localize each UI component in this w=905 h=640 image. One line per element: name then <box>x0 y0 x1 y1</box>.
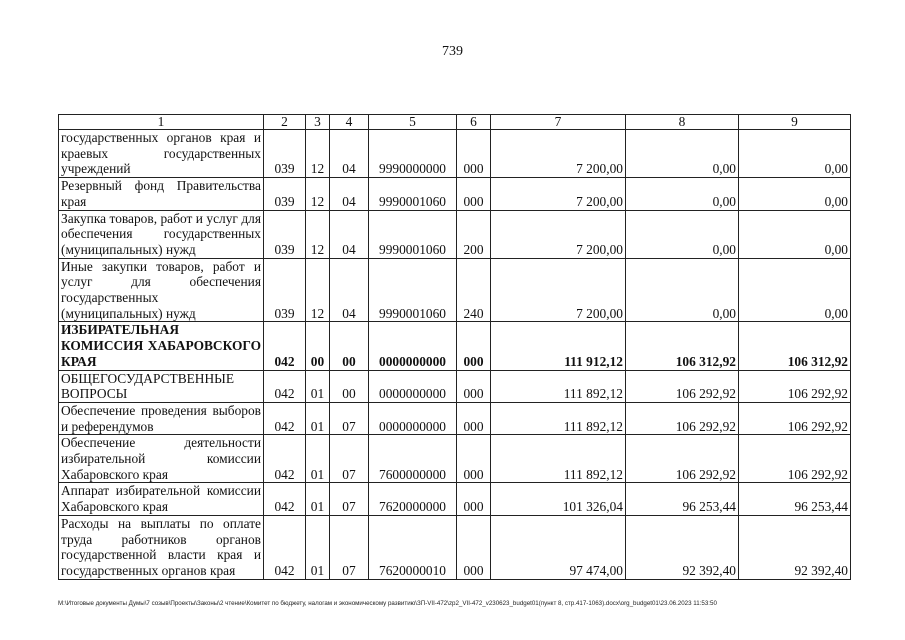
section-cell: 12 <box>306 130 330 178</box>
table-row <box>59 370 851 402</box>
amount-col7-cell: 7 200,00 <box>491 178 626 210</box>
amount-col9-cell: 92 392,40 <box>739 515 851 579</box>
amount-col7-cell: 7 200,00 <box>491 258 626 322</box>
expense-type-cell: 200 <box>457 210 491 258</box>
amount-col9-cell: 106 312,92 <box>739 322 851 370</box>
footer-file-path: M:\Итоговые документы Думы\7 созыв\Проекты\Законы\2 чтение\Комитет по бюджету, налогам и экономическому развитию\ЗП-VII-472\zp2_VII-472_v230623_budget01(пункт 8, стр.417-1063).docx\org_budget01\23.06.2023 11:53:50 <box>58 600 717 607</box>
table-row <box>59 130 851 178</box>
column-header-6: 6 <box>457 115 491 130</box>
target-article-cell: 0000000000 <box>369 322 457 370</box>
admin-code-cell: 042 <box>264 370 306 402</box>
admin-code-cell: 039 <box>264 178 306 210</box>
column-header-2: 2 <box>264 115 306 130</box>
table-row <box>59 402 851 434</box>
amount-col9-cell: 0,00 <box>739 178 851 210</box>
column-header-8: 8 <box>626 115 739 130</box>
amount-col7-cell: 111 892,12 <box>491 435 626 483</box>
target-article-cell: 7620000010 <box>369 515 457 579</box>
table-row <box>59 258 851 322</box>
subsection-cell: 07 <box>330 402 369 434</box>
name-cell: Расходы на выплаты по оплате труда работников органов государственной власти края и государственных органов края <box>59 515 264 579</box>
column-header-5: 5 <box>369 115 457 130</box>
expense-type-cell: 000 <box>457 483 491 515</box>
name-cell: Аппарат избирательной комиссии Хабаровского края <box>59 483 264 515</box>
name-cell: Резервный фонд Правительства края <box>59 178 264 210</box>
section-cell: 01 <box>306 483 330 515</box>
table-body <box>59 130 851 580</box>
subsection-cell: 04 <box>330 178 369 210</box>
section-cell: 01 <box>306 370 330 402</box>
target-article-cell: 9990001060 <box>369 210 457 258</box>
amount-col9-cell: 96 253,44 <box>739 483 851 515</box>
expense-type-cell: 240 <box>457 258 491 322</box>
subsection-cell: 00 <box>330 370 369 402</box>
table-row <box>59 322 851 370</box>
table-row <box>59 178 851 210</box>
section-cell: 12 <box>306 258 330 322</box>
name-cell: ОБЩЕГОСУДАРСТВЕННЫЕ ВОПРОСЫ <box>59 370 264 402</box>
amount-col7-cell: 111 892,12 <box>491 402 626 434</box>
expense-type-cell: 000 <box>457 370 491 402</box>
subsection-cell: 07 <box>330 515 369 579</box>
expense-type-cell: 000 <box>457 402 491 434</box>
amount-col9-cell: 0,00 <box>739 130 851 178</box>
subsection-cell: 04 <box>330 258 369 322</box>
target-article-cell: 7620000000 <box>369 483 457 515</box>
page-number: 739 <box>442 44 463 59</box>
table-row <box>59 435 851 483</box>
target-article-cell: 7600000000 <box>369 435 457 483</box>
target-article-cell: 9990001060 <box>369 258 457 322</box>
amount-col7-cell: 111 912,12 <box>491 322 626 370</box>
expense-type-cell: 000 <box>457 515 491 579</box>
amount-col9-cell: 0,00 <box>739 210 851 258</box>
amount-col8-cell: 106 292,92 <box>626 435 739 483</box>
name-cell: Иные закупки товаров, работ и услуг для обеспечения государственных (муниципальных) нужд <box>59 258 264 322</box>
amount-col8-cell: 106 292,92 <box>626 370 739 402</box>
amount-col8-cell: 106 312,92 <box>626 322 739 370</box>
amount-col8-cell: 96 253,44 <box>626 483 739 515</box>
amount-col8-cell: 106 292,92 <box>626 402 739 434</box>
name-cell: Закупка товаров, работ и услуг для обеспечения государственных (муниципальных) нужд <box>59 210 264 258</box>
column-header-3: 3 <box>306 115 330 130</box>
subsection-cell: 07 <box>330 435 369 483</box>
amount-col8-cell: 0,00 <box>626 210 739 258</box>
target-article-cell: 0000000000 <box>369 370 457 402</box>
target-article-cell: 9990001060 <box>369 178 457 210</box>
amount-col9-cell: 106 292,92 <box>739 370 851 402</box>
subsection-cell: 07 <box>330 483 369 515</box>
amount-col8-cell: 0,00 <box>626 178 739 210</box>
section-cell: 12 <box>306 210 330 258</box>
name-cell: Обеспечение проведения выборов и референдумов <box>59 402 264 434</box>
expense-type-cell: 000 <box>457 178 491 210</box>
budget-table <box>58 114 851 580</box>
amount-col8-cell: 0,00 <box>626 258 739 322</box>
amount-col9-cell: 106 292,92 <box>739 402 851 434</box>
admin-code-cell: 042 <box>264 435 306 483</box>
name-cell: ИЗБИРАТЕЛЬНАЯ КОМИССИЯ ХАБАРОВСКОГО КРАЯ <box>59 322 264 370</box>
amount-col9-cell: 0,00 <box>739 258 851 322</box>
target-article-cell: 9990000000 <box>369 130 457 178</box>
amount-col7-cell: 101 326,04 <box>491 483 626 515</box>
section-cell: 01 <box>306 402 330 434</box>
admin-code-cell: 039 <box>264 258 306 322</box>
amount-col8-cell: 0,00 <box>626 130 739 178</box>
section-cell: 00 <box>306 322 330 370</box>
admin-code-cell: 042 <box>264 402 306 434</box>
amount-col7-cell: 111 892,12 <box>491 370 626 402</box>
admin-code-cell: 042 <box>264 322 306 370</box>
table-row <box>59 515 851 579</box>
table-header-row <box>59 115 851 130</box>
amount-col7-cell: 7 200,00 <box>491 130 626 178</box>
table-row <box>59 483 851 515</box>
amount-col7-cell: 97 474,00 <box>491 515 626 579</box>
column-header-4: 4 <box>330 115 369 130</box>
admin-code-cell: 042 <box>264 515 306 579</box>
subsection-cell: 04 <box>330 130 369 178</box>
table-row <box>59 210 851 258</box>
target-article-cell: 0000000000 <box>369 402 457 434</box>
expense-type-cell: 000 <box>457 130 491 178</box>
admin-code-cell: 039 <box>264 130 306 178</box>
admin-code-cell: 042 <box>264 483 306 515</box>
expense-type-cell: 000 <box>457 322 491 370</box>
column-header-9: 9 <box>739 115 851 130</box>
column-header-7: 7 <box>491 115 626 130</box>
section-cell: 01 <box>306 435 330 483</box>
name-cell: Обеспечение деятельности избирательной комиссии Хабаровского края <box>59 435 264 483</box>
column-header-1: 1 <box>59 115 264 130</box>
expense-type-cell: 000 <box>457 435 491 483</box>
amount-col8-cell: 92 392,40 <box>626 515 739 579</box>
amount-col7-cell: 7 200,00 <box>491 210 626 258</box>
section-cell: 01 <box>306 515 330 579</box>
admin-code-cell: 039 <box>264 210 306 258</box>
name-cell: государственных органов края и краевых государственных учреждений <box>59 130 264 178</box>
section-cell: 12 <box>306 178 330 210</box>
subsection-cell: 00 <box>330 322 369 370</box>
amount-col9-cell: 106 292,92 <box>739 435 851 483</box>
subsection-cell: 04 <box>330 210 369 258</box>
